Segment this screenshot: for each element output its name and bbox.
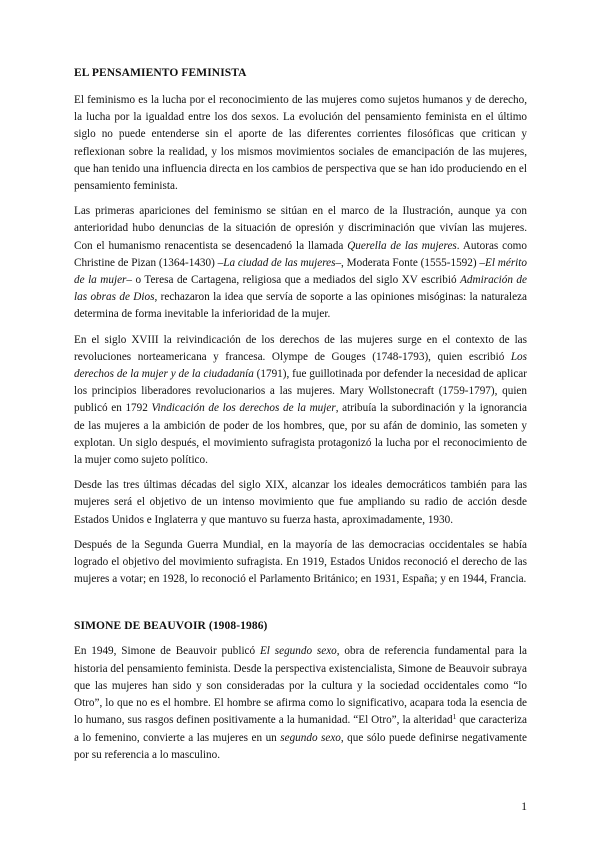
paragraph-2: Las primeras apariciones del feminismo se sitúan en el marco de la Ilustración, aunque ya con anterioridad hubo denuncias de la situación de opresión y discriminación que vivían las mujeres. Con el humanismo renacentista se desencadenó la llamada Querella de las mujeres. Autoras como Christine de Pizan (1364-1430) –La ciudad de las mujeres–, Moderata Fonte (1555-1592) –El mérito de la mujer– o Teresa de Cartagena, religiosa que a mediados del siglo XV escribió Admiración de las obras de Dios, rechazaron la idea que servía de soporte a las opiniones misóginas: la naturaleza determina de forma inevitable la inferioridad de la mujer. <box>74 205 527 321</box>
paragraph-4: Desde las tres últimas décadas del siglo XIX, alcanzar los ideales democráticos también para las mujeres será el objetivo de un intenso movimiento que fue ampliando su radio de acción desde Estados Unidos e Inglaterra y que mantuvo su fuerza hasta, aproximadamente, 1930. <box>74 479 527 526</box>
document-page <box>74 64 527 764</box>
italic-title: Admiración de las obras de Dios <box>74 274 527 304</box>
section-heading-feminism: EL PENSAMIENTO FEMINISTA <box>74 67 247 79</box>
italic-title: El segundo sexo <box>259 645 337 658</box>
page-number: 1 <box>521 801 527 813</box>
italic-title: El mérito de la mujer <box>74 256 527 287</box>
italic-title: Vindicación de los derechos de la mujer <box>151 402 336 415</box>
italic-title: Querella de las mujeres <box>347 239 457 252</box>
italic-title: segundo sexo <box>280 731 341 744</box>
italic-title: La ciudad de las mujeres <box>223 256 336 269</box>
paragraph-beauvoir: En 1949, Simone de Beauvoir publicó El segundo sexo, obra de referencia fundamental para la historia del pensamiento feminista. Desde la perspectiva existencialista, Simone de Beauvoir subraya que las mujeres han sido y son consideradas por la cultura y la sociedad occidentales como “lo Otro”, lo que no es el hombre. El hombre se afirma como lo significativo, acapara toda la esencia de lo humano, sus rasgos definen positivamente a la humanidad. “El Otro”, la alteridad$^1$ que caracteriza a lo femenino, convierte a las mujeres en un segundo sexo, que sólo puede definirse negativamente por su referencia a lo masculino. <box>74 645 528 761</box>
paragraph-1: El feminismo es la lucha por el reconocimiento de las mujeres como sujetos humanos y de derecho, la lucha por la igualdad entre los dos sexos. La evolución del pensamiento feminista en el último siglo no puede entenderse sin el aporte de las diferentes corrientes filosóficas que critican y reflexionan sobre la realidad, y los mismos movimientos sociales de emancipación de las mujeres, que han tenido una influencia directa en los cambios de perspectiva que se han ido produciendo en el pensamiento feminista. <box>74 94 527 193</box>
paragraph-3: En el siglo XVIII la reivindicación de los derechos de las mujeres surge en el contexto de las revoluciones norteamericana y francesa. Olympe de Gouges (1748-1793), quien escribió Los derechos de la mujer y de la ciudadanía (1791), fue guillotinada por defender la necesidad de aplicar los principios liberadores revolucionarios a las mujeres. Mary Wollstonecraft (1759-1797), quien publicó en 1792 Vindicación de los derechos de la mujer, atribuía la subordinación y la ignorancia de las mujeres a la ambición de poder de los hombres, que, por su afán de dominio, las someten y explotan. Un siglo después, el movimiento sufragista protagonizó la lucha por el reconocimiento de la mujer como sujeto político. <box>74 333 528 467</box>
section-heading-beauvoir: SIMONE DE BEAUVOIR (1908-1986) <box>74 620 268 633</box>
footnote-marker[interactable]: 1 <box>452 712 457 722</box>
italic-title: Los derechos de la mujer y de la ciudadanía <box>74 350 527 381</box>
paragraph-5: Después de la Segunda Guerra Mundial, en la mayoría de las democracias occidentales se había logrado el objetivo del movimiento sufragista. En 1919, Estados Unidos reconoció el derecho de las mujeres a votar; en 1928, lo reconoció el Parlamento Británico; en 1931, España; y en 1944, Francia. <box>74 538 527 586</box>
